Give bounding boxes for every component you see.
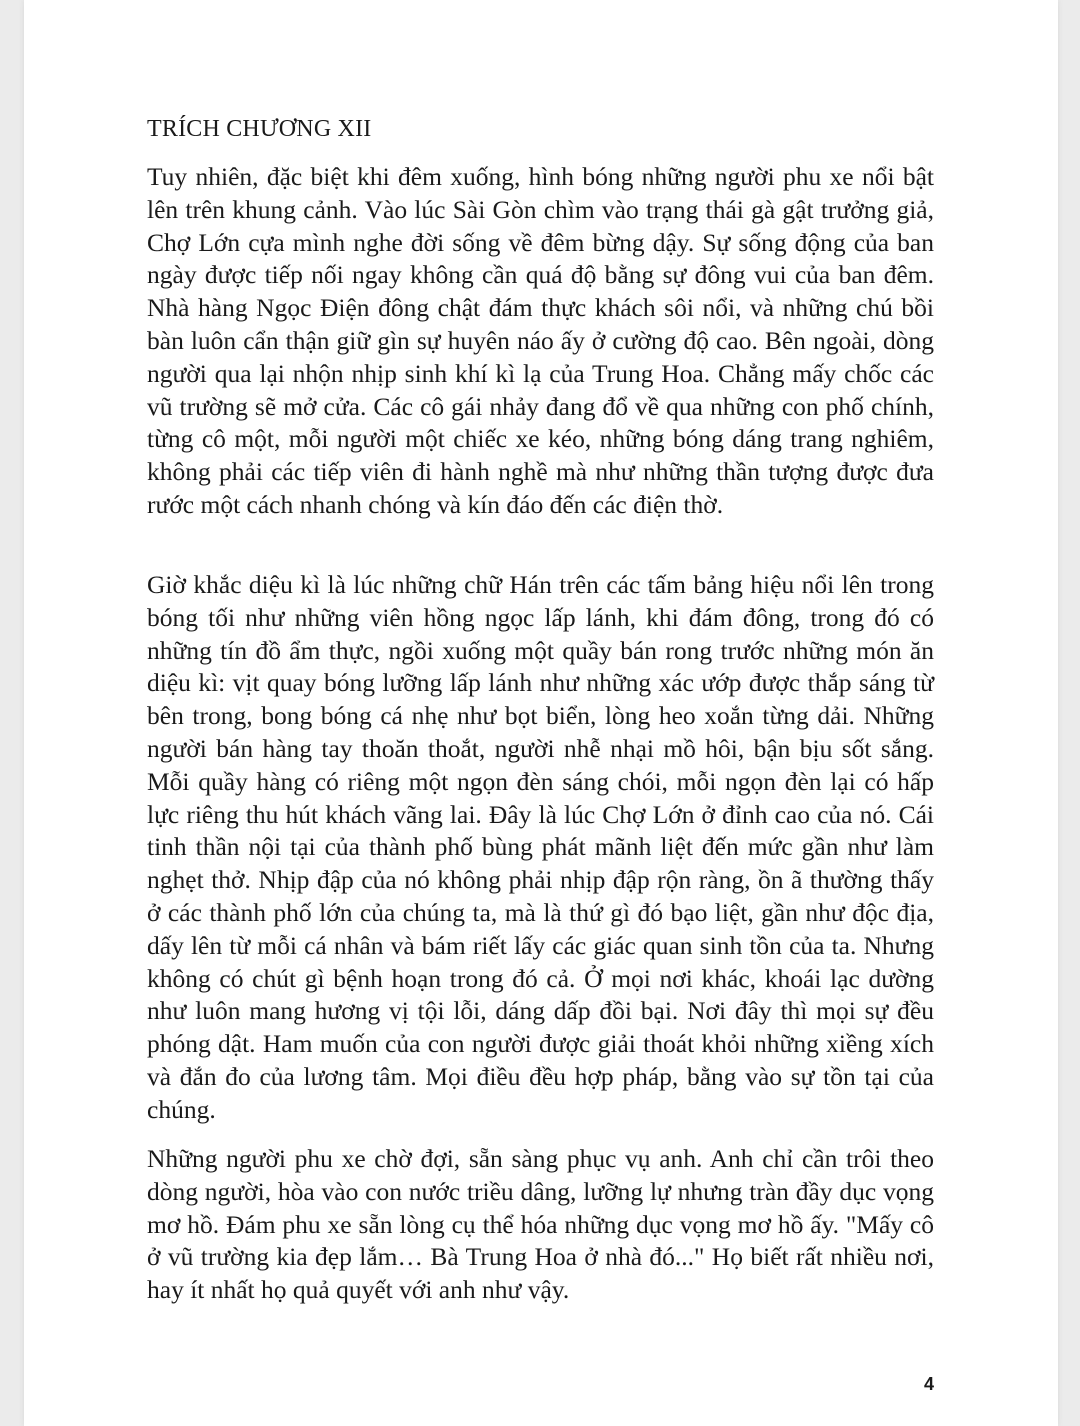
paragraph-2: Giờ khắc diệu kì là lúc những chữ Hán trên các tấm bảng hiệu nổi lên trong bóng tối như những viên hồng ngọc lấp lánh, khi đám đông, trong đó có những tín đồ ẩm thực, ngồi xuống một quầy bán rong trước những món ăn diệu kì: vịt quay bóng lưỡng lấp lánh như những xác ướp được thắp sáng từ bên trong, bong bóng cá nhẹ như bọt biển, lòng heo xoắn từng dải. Những người bán hàng tay thoăn thoắt, người nhễ nhại mồ hôi, bận bịu sốt sắng. Mỗi quầy hàng có riêng một ngọn đèn sáng chói, mỗi ngọn đèn lại có hấp lực riêng thu hút khách vãng lai. Đây là lúc Chợ Lớn ở đỉnh cao của nó. Cái tinh thần nội tại của thành phố bùng phát mãnh liệt đến mức gần như làm nghẹt thở. Nhịp đập của nó không phải nhịp đập rộn ràng, ồn ã thường thấy ở các thành phố lớn của chúng ta, mà là thứ gì đó bạo liệt, gần như độc địa, dấy lên từ mỗi cá nhân và bám riết lấy các giác quan sinh tồn của ta. Nhưng không có chút gì bệnh hoạn trong đó cả. Ở mọi nơi khác, khoái lạc dường như luôn mang hương vị tội lỗi, dáng dấp đồi bại. Nơi đây thì mọi sự đều phóng dật. Ham muốn của con người được giải thoát khỏi những xiềng xích và đắn đo của lương tâm. Mọi điều đều hợp pháp, bằng vào sự tồn tại của chúng. xyxy=(147,570,934,1124)
chapter-heading: TRÍCH CHƯƠNG XII xyxy=(147,116,372,142)
paragraph-1: Tuy nhiên, đặc biệt khi đêm xuống, hình bóng những người phu xe nổi bật lên trên khung cảnh. Vào lúc Sài Gòn chìm vào trạng thái gà gật trưởng giả, Chợ Lớn cựa mình nghe đời sống về đêm bừng dậy. Sự sống động của ban ngày được tiếp nối ngay không cần quá độ bằng sự đông vui của ban đêm. Nhà hàng Ngọc Điện đông chật đám thực khách sôi nổi, và những chú bồi bàn luôn cẩn thận giữ gìn sự huyên náo ấy ở cường độ cao. Bên ngoài, dòng người qua lại nhộn nhịp sinh khí kì lạ của Trung Hoa. Chẳng mấy chốc các vũ trường sẽ mở cửa. Các cô gái nhảy đang đổ về qua những con phố chính, từng cô một, mỗi người một chiếc xe kéo, những bóng dáng trang nghiêm, không phải các tiếp viên đi hành nghề mà như những thần tượng được đưa rước một cách nhanh chóng và kín đáo đến các điện thờ. xyxy=(147,162,934,519)
page-number: 4 xyxy=(923,1374,934,1394)
paragraph-3: Những người phu xe chờ đợi, sẵn sàng phục vụ anh. Anh chỉ cần trôi theo dòng người, hòa vào con nước triều dâng, lưỡng lự nhưng tràn đầy dục vọng mơ hồ. Đám phu xe sẵn lòng cụ thể hóa những dục vọng mơ hồ ấy. "Mấy cô ở vũ trường kia đẹp lắm… Bà Trung Hoa ở nhà đó..." Họ biết rất nhiều nơi, hay ít nhất họ quả quyết với anh như vậy. xyxy=(147,1144,934,1305)
